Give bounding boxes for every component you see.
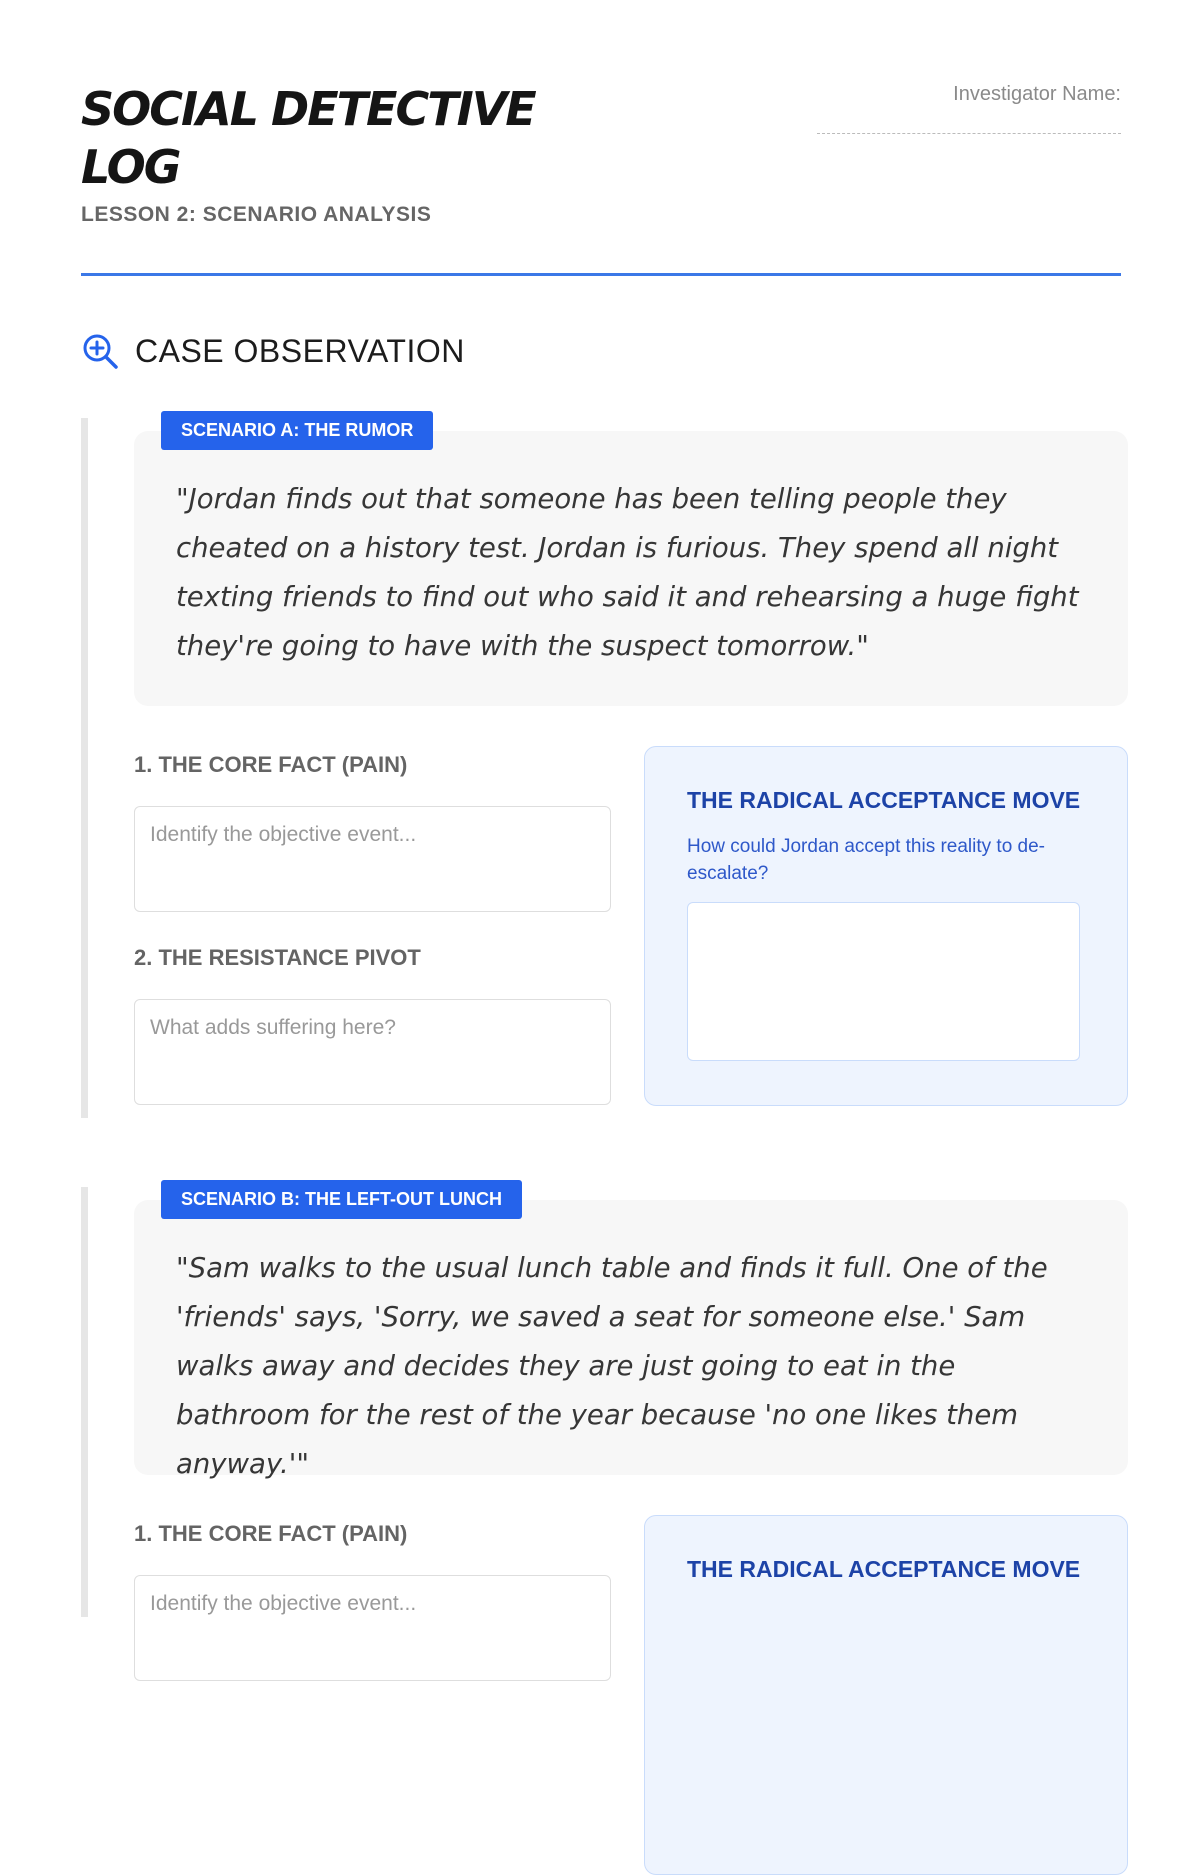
radical-acceptance-input[interactable]	[687, 902, 1080, 1061]
core-fact-input[interactable]: Identify the objective event...	[134, 1575, 611, 1681]
scenario-quote: "Jordan finds out that someone has been telling people they cheated on a history test. Jordan is furious. They spend all night texting friends to find out who said it and rehearsing a huge fight they're going to have with the suspect tomorrow."	[176, 483, 1079, 662]
radical-acceptance-title: THE RADICAL ACCEPTANCE MOVE	[687, 787, 1081, 813]
page-header	[81, 80, 1121, 280]
scenario-card	[81, 418, 1121, 1118]
radical-acceptance-panel	[644, 746, 1128, 1106]
header-divider	[81, 273, 1121, 276]
magnifier-plus-icon	[81, 332, 119, 370]
scenario-quote-box	[134, 1200, 1128, 1480]
section-heading	[81, 332, 465, 370]
investigator-name-field[interactable]	[817, 83, 1121, 134]
scenario-quote: "Sam walks to the usual lunch table and finds it full. One of the 'friends' says, 'Sorry, we saved a seat for someone else.' Sam walks away and decides they are just going to eat in the bathroom for the rest of the year because 'no one likes them anyway.'"	[176, 1252, 1048, 1480]
scenario-quote-box	[134, 431, 1128, 706]
lesson-subtitle: LESSON 2: SCENARIO ANALYSIS	[81, 203, 432, 226]
radical-acceptance-title: THE RADICAL ACCEPTANCE MOVE	[687, 1556, 1081, 1582]
core-fact-label: 1. THE CORE FACT (PAIN)	[134, 752, 408, 777]
scenario-tag: SCENARIO A: THE RUMOR	[161, 411, 433, 450]
radical-acceptance-question: How could Jordan accept this reality to de-escalate?	[687, 836, 1046, 884]
scenario-tag: SCENARIO B: THE LEFT-OUT LUNCH	[161, 1180, 522, 1219]
core-fact-label: 1. THE CORE FACT (PAIN)	[134, 1521, 408, 1546]
resistance-pivot-input[interactable]: What adds suffering here?	[134, 999, 611, 1105]
investigator-name-label: Investigator Name:	[953, 83, 1121, 105]
resistance-pivot-label: 2. THE RESISTANCE PIVOT	[134, 945, 421, 970]
radical-acceptance-panel	[644, 1515, 1128, 1875]
page-title: SOCIAL DETECTIVE LOG	[81, 82, 535, 194]
investigator-name-line[interactable]	[817, 122, 1121, 134]
core-fact-input[interactable]: Identify the objective event...	[134, 806, 611, 912]
scenario-card	[81, 1187, 1121, 1617]
section-title: CASE OBSERVATION	[135, 332, 465, 369]
